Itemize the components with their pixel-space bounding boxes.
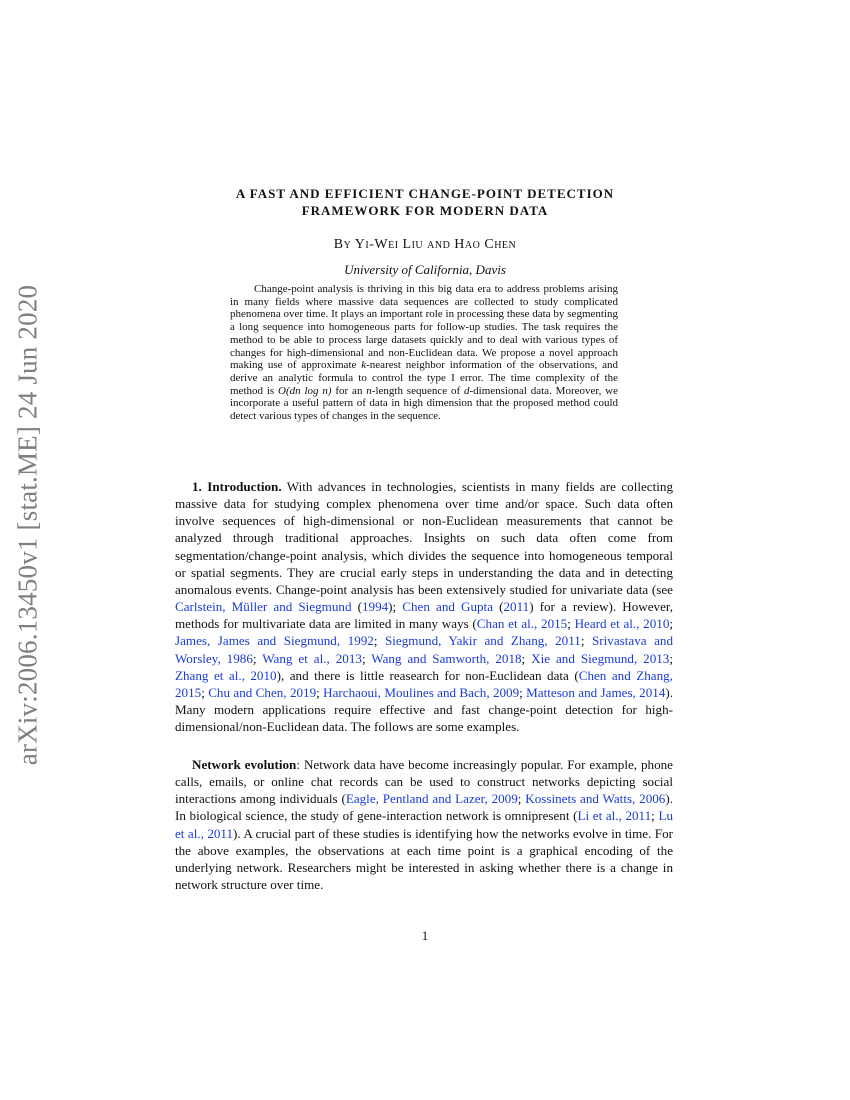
citation-link[interactable]: Chen and Gupta xyxy=(402,599,494,615)
title-line-1: A FAST AND EFFICIENT CHANGE-POINT DETECTION xyxy=(235,186,615,201)
title-line-2: FRAMEWORK FOR MODERN DATA xyxy=(301,203,549,218)
complexity-formula: O(dn log n) xyxy=(278,384,332,397)
citation-link[interactable]: 1994 xyxy=(361,599,389,615)
citation-link[interactable]: Li et al., 2011 xyxy=(577,808,652,824)
citation-link[interactable]: James, James and Siegmund, 1992 xyxy=(175,633,374,649)
paper-title xyxy=(140,185,710,219)
citation-link[interactable]: Kossinets and Watts, 2006 xyxy=(525,791,666,807)
citation-link[interactable]: Lu et al., 2011 xyxy=(175,808,673,841)
citation-link[interactable]: Harchaoui, Moulines and Bach, 2009 xyxy=(323,684,520,700)
citation-link[interactable]: Zhang et al., 2010 xyxy=(175,667,277,683)
citation-link[interactable]: 2011 xyxy=(503,599,530,615)
citation-link[interactable]: Heard et al., 2010 xyxy=(574,616,670,632)
citation-link[interactable]: Eagle, Pentland and Lazer, 2009 xyxy=(345,791,518,807)
abstract: Change-point analysis is thriving in this big data era to address problems arising in many fields where massive data sequences are collected to study complicated phenomena over time. It plays an important role in processing these data by segmenting a long sequence into homogeneous parts for follow-up studies. The task requires the method to be able to process large datasets quickly and to deal with various types of changes for high-dimensional and non-Euclidean data. We propose a novel approach making use of approximate k-nearest neighbor information of the observations, and derive an analytic formula to control the type I error. The time complexity of the method is O(dn log n) for an n-length sequence of d-dimensional data. Moreover, we incorporate a useful pattern of data in high dimension that the proposed method could detect various types of changes in the sequence. xyxy=(230,283,619,423)
affiliation: University of California, Davis xyxy=(344,262,506,277)
citation-link[interactable]: Srivastava and Worsley, 1986 xyxy=(175,633,673,666)
arxiv-sidebar-stamp xyxy=(2,284,54,766)
arxiv-id-label: arXiv:2006.13450v1 [stat.ME] 24 Jun 2020 xyxy=(12,284,43,766)
citation-link[interactable]: Chan et al., 2015 xyxy=(476,616,568,632)
introduction-paragraph: 1. Introduction. With advances in technologies, scientists in many fields are collecting massive data for studying complex phenomena over time and/or space. Such data often involve sequences of high-dimensional or non-Euclidean measurements that cannot be analyzed through traditional approaches. Insights on such data often come from segmentation/change-point analysis, which divides the sequence into homogeneous temporal or spatial segments. They are crucial early steps in understanding the data and in detecting anomalous events. Change-point analysis has been extensively studied for univariate data (see Carlstein, Müller and Siegmund (1994); Chen and Gupta (2011) for a review). However, methods for multivariate data are limited in many ways (Chan et al., 2015; Heard et al., 2010; James, James and Siegmund, 1992; Siegmund, Yakir and Zhang, 2011; Srivastava and Worsley, 1986; Wang et al., 2013; Wang and Samworth, 2018; Xie and Siegmund, 2013; Zhang et al., 2010), and there is little reasearch for non-Euclidean data (Chen and Zhang, 2015; Chu and Chen, 2019; Harchaoui, Moulines and Bach, 2009; Matteson and James, 2014). Many modern applications require effective and fast change-point detection for high-dimensional/non-Euclidean data. The follows are some examples. xyxy=(175,479,674,735)
author-line: By Yi-Wei Liu and Hao Chen xyxy=(333,237,517,252)
citation-link[interactable]: Xie and Siegmund, 2013 xyxy=(531,650,670,666)
citation-link[interactable]: Carlstein, Müller and Siegmund xyxy=(175,599,352,615)
citation-link[interactable]: Wang et al., 2013 xyxy=(262,650,362,666)
section-heading-introduction: 1. Introduction. xyxy=(192,479,282,494)
network-evolution-paragraph: Network evolution: Network data have become increasingly popular. For example, phone calls, emails, or online chat records can be used to construct networks depicting social interactions among individuals (Eagle, Pentland and Lazer, 2009; Kossinets and Watts, 2006). In biological science, the study of gene-interaction network is omnipresent (Li et al., 2011; Lu et al., 2011). A crucial part of these studies is identifying how the networks evolve in time. For the above examples, the observations at each time point is a graphical encoding of the underlying network. Researchers might be interested in asking whether there is a change in network structure over time. xyxy=(175,757,673,893)
page-number: 1 xyxy=(421,928,429,943)
citation-link[interactable]: Wang and Samworth, 2018 xyxy=(371,650,522,666)
citation-link[interactable]: Chu and Chen, 2019 xyxy=(208,684,317,700)
citation-link[interactable]: Chen and Zhang, 2015 xyxy=(175,667,673,700)
paragraph-heading-network-evolution: Network evolution xyxy=(192,757,297,772)
citation-link[interactable]: Matteson and James, 2014 xyxy=(526,684,666,700)
citation-link[interactable]: Siegmund, Yakir and Zhang, 2011 xyxy=(385,633,581,649)
